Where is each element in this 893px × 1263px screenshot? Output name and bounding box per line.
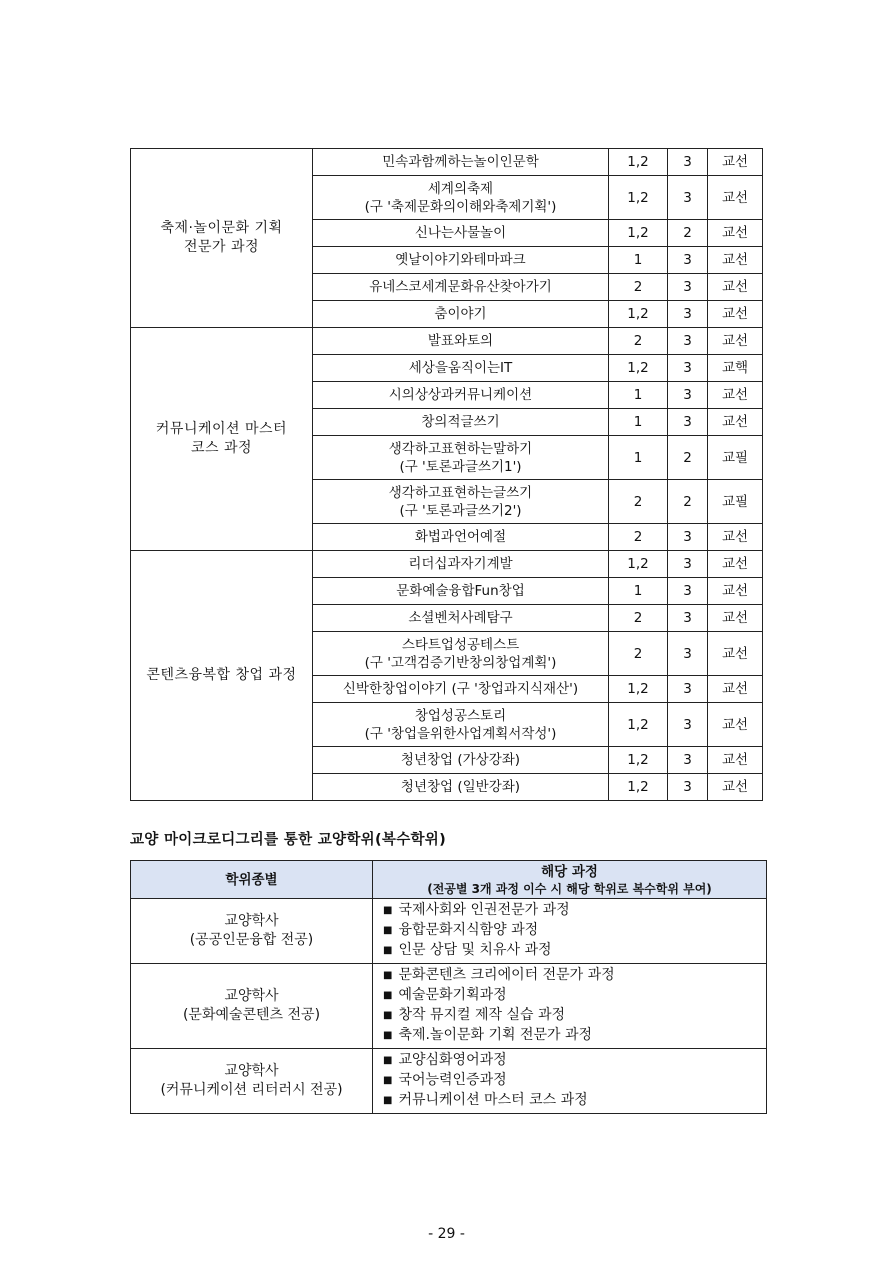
course-type: 교선 [708,676,763,703]
course-name [313,747,609,774]
course-name-line: 창업성공스토리 [414,707,507,724]
course-credit: 3 [668,149,708,176]
course-type: 교선 [708,409,763,436]
course-credit: 3 [668,328,708,355]
degree-course-item: ■ 교양심화영어과정 [383,1051,766,1071]
course-name-line: 스타트업성공테스트 [401,636,520,653]
course-credit: 3 [668,703,708,747]
course-type: 교선 [708,774,763,801]
course-credit: 3 [668,605,708,632]
course-name-line: 세계의축제 [427,180,494,197]
degree-name-line: (공공인문융합 전공) [189,932,314,948]
course-group-name [131,149,313,328]
course-name-line: 발표와토의 [427,333,494,349]
header-degree-type: 학위종별 [131,861,373,899]
course-name [313,382,609,409]
course-group-name-line: 콘텐츠융복합 창업 과정 [146,667,297,683]
course-table-body [131,149,763,801]
degree-name-line: (문화예술콘텐츠 전공) [182,1007,321,1023]
course-name-line: 세상을움직이는IT [408,360,513,376]
course-group-name [131,551,313,801]
degree-courses [373,899,767,964]
degree-name [131,964,373,1049]
degree-courses [373,1049,767,1114]
course-group-name-line: 커뮤니케이션 마스터 [155,421,288,437]
course-name-line: 시의상상과커뮤니케이션 [388,387,533,403]
course-type: 교선 [708,274,763,301]
course-name-line: 신박한창업이야기 (구 '창업과지식재산') [342,681,579,697]
header-courses-subtitle: (전공별 3개 과정 이수 시 해당 학위로 복수학위 부여) [427,881,712,896]
header-courses-title: 해당 과정 [541,863,598,880]
course-name [313,605,609,632]
course-name [313,551,609,578]
course-name [313,676,609,703]
course-type: 교선 [708,524,763,551]
course-type: 교선 [708,747,763,774]
degree-name [131,899,373,964]
course-credit: 2 [668,480,708,524]
course-grade: 1,2 [609,774,668,801]
course-credit: 3 [668,355,708,382]
course-group-name-line: 전문가 과정 [183,239,260,255]
course-credit: 2 [668,220,708,247]
course-credit: 3 [668,382,708,409]
course-name-line: 창의적글쓰기 [421,414,500,430]
course-grade: 1,2 [609,355,668,382]
course-grade: 1,2 [609,703,668,747]
course-name [313,328,609,355]
degree-table-body [131,899,767,1114]
course-name [313,578,609,605]
course-grade: 1,2 [609,747,668,774]
course-name-line: 유네스코세계문화유산찾아가기 [369,279,552,295]
degree-course-item: ■ 국어능력인증과정 [383,1071,766,1091]
course-name [313,480,609,524]
course-grade: 1,2 [609,676,668,703]
course-grade: 2 [609,524,668,551]
course-name [313,176,609,220]
course-group-name-line: 코스 과정 [190,440,253,456]
course-credit: 3 [668,774,708,801]
course-name [313,355,609,382]
course-name [313,247,609,274]
course-group-name-line: 축제·놀이문화 기획 [160,220,283,236]
course-type: 교선 [708,301,763,328]
course-row [131,328,763,355]
course-name-line: 소셜벤처사례탐구 [408,610,513,626]
course-type: 교핵 [708,355,763,382]
degree-course-item: ■ 창작 뮤지컬 제작 실습 과정 [383,1006,766,1026]
degree-course-item: ■ 축제.놀이문화 기획 전문가 과정 [383,1026,766,1046]
course-grade: 1 [609,409,668,436]
course-credit: 3 [668,747,708,774]
course-credit: 3 [668,274,708,301]
course-type: 교필 [708,480,763,524]
course-grade: 2 [609,274,668,301]
course-name-line: (구 '창업을위한사업계획서작성') [364,725,557,742]
degree-course-item: ■ 예술문화기획과정 [383,986,766,1006]
header-courses [373,861,767,899]
degree-course-item: ■ 인문 상담 및 치유사 과정 [383,941,766,961]
course-credit: 3 [668,524,708,551]
page-number: - 29 - [428,1226,465,1242]
course-grade: 1,2 [609,301,668,328]
course-name [313,409,609,436]
course-name [313,632,609,676]
course-name-line: 문화예술융합Fun창업 [396,583,525,599]
course-type: 교선 [708,220,763,247]
degree-name-line: 교양학사 [224,1063,279,1079]
course-name-line: (구 '토론과글쓰기2') [399,502,522,519]
degree-name-line: (커뮤니케이션 리터러시 전공) [160,1082,343,1098]
course-type: 교선 [708,632,763,676]
course-row [131,149,763,176]
course-grade: 1,2 [609,551,668,578]
course-name-line: 생각하고표현하는말하기 [388,440,533,457]
course-name [313,274,609,301]
course-credit: 3 [668,176,708,220]
course-grade: 1 [609,578,668,605]
course-table [130,148,763,801]
course-grade: 1 [609,382,668,409]
degree-course-item: ■ 커뮤니케이션 마스터 코스 과정 [383,1091,766,1111]
course-name-line: 화법과언어예절 [414,529,507,545]
course-name-line: 청년창업 (일반강좌) [400,779,521,795]
course-row [131,551,763,578]
course-type: 교선 [708,382,763,409]
course-name [313,524,609,551]
course-name [313,703,609,747]
degree-course-item: ■ 문화콘텐츠 크리에이터 전문가 과정 [383,966,766,986]
course-grade: 1,2 [609,220,668,247]
course-name-line: 리더십과자기계발 [408,556,513,572]
degree-row [131,1049,767,1114]
course-grade: 1,2 [609,176,668,220]
course-grade: 1 [609,247,668,274]
course-name [313,774,609,801]
course-type: 교선 [708,176,763,220]
degree-name-line: 교양학사 [224,988,279,1004]
course-name-line: 옛날이야기와테마파크 [395,252,526,268]
course-name-line: 춤이야기 [434,306,487,322]
course-credit: 3 [668,578,708,605]
course-type: 교선 [708,328,763,355]
degree-row [131,964,767,1049]
course-type: 교선 [708,551,763,578]
course-grade: 2 [609,605,668,632]
course-credit: 2 [668,436,708,480]
course-grade: 1 [609,436,668,480]
course-name-line: (구 '고객검증기반창의창업계획') [364,654,557,671]
course-name-line: 생각하고표현하는글쓰기 [388,484,533,501]
course-group-name [131,328,313,551]
course-name-line: (구 '토론과글쓰기1') [399,458,522,475]
course-credit: 3 [668,551,708,578]
course-grade: 2 [609,480,668,524]
course-grade: 2 [609,328,668,355]
course-name-line: 민속과함께하는놀이인문학 [382,154,539,170]
course-name [313,220,609,247]
degree-row [131,899,767,964]
degree-name [131,1049,373,1114]
degree-name-line: 교양학사 [224,913,279,929]
course-name [313,301,609,328]
course-grade: 1,2 [609,149,668,176]
course-name-line: (구 '축제문화의이해와축제기획') [364,198,557,215]
degree-course-item: ■ 융합문화지식함양 과정 [383,921,766,941]
course-name-line: 신나는사물놀이 [414,225,507,241]
course-name [313,436,609,480]
course-credit: 3 [668,247,708,274]
course-name [313,149,609,176]
course-credit: 3 [668,409,708,436]
course-type: 교필 [708,436,763,480]
course-type: 교선 [708,605,763,632]
degree-table-header-row [131,861,767,899]
degree-course-item: ■ 국제사회와 인권전문가 과정 [383,901,766,921]
course-credit: 3 [668,676,708,703]
course-type: 교선 [708,247,763,274]
degree-courses [373,964,767,1049]
course-name-line: 청년창업 (가상강좌) [400,752,521,768]
course-type: 교선 [708,703,763,747]
section-heading: 교양 마이크로디그리를 통한 교양학위(복수학위) [130,832,447,848]
course-credit: 3 [668,632,708,676]
course-credit: 3 [668,301,708,328]
course-type: 교선 [708,149,763,176]
course-grade: 2 [609,632,668,676]
degree-table [130,860,767,1114]
course-type: 교선 [708,578,763,605]
